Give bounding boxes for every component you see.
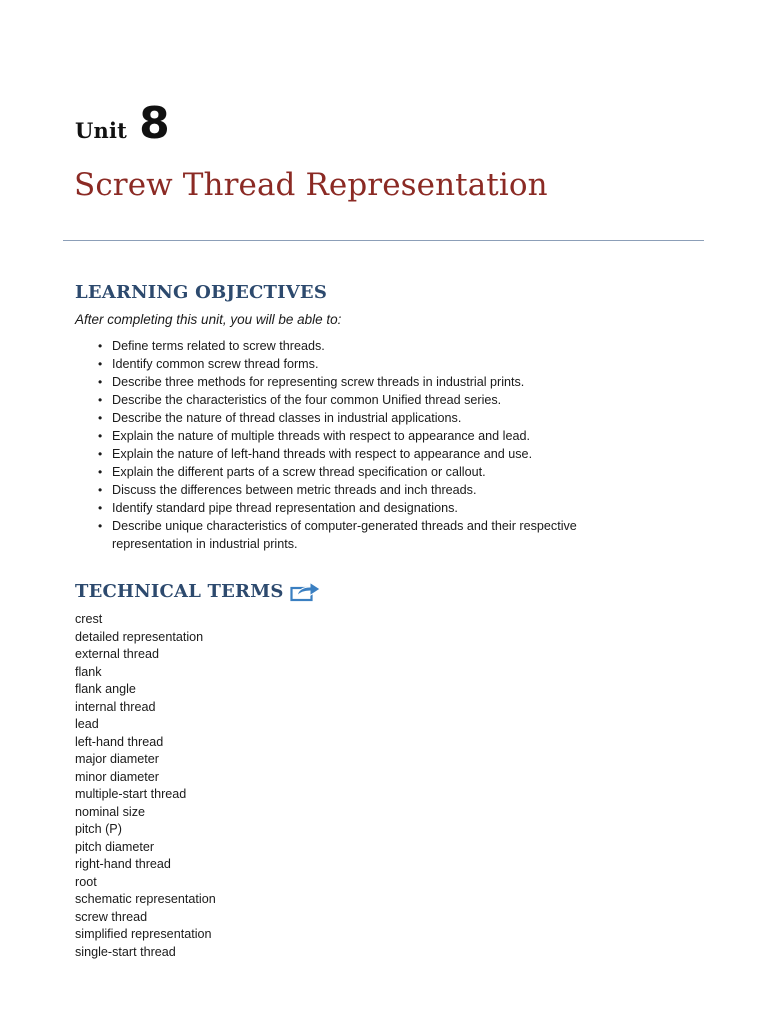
objective-text: Describe the nature of thread classes in industrial applications. bbox=[112, 411, 462, 425]
technical-term: simplified representation bbox=[75, 927, 212, 941]
bullet-icon: • bbox=[98, 411, 103, 425]
objective-text: Identify common screw thread forms. bbox=[112, 357, 319, 371]
technical-term: lead bbox=[75, 717, 99, 731]
technical-term: multiple-start thread bbox=[75, 787, 187, 801]
objective-text: Define terms related to screw threads. bbox=[112, 339, 325, 353]
technical-term: pitch diameter bbox=[75, 839, 155, 854]
learning-objectives-list bbox=[96, 337, 656, 553]
objective-item bbox=[96, 445, 656, 463]
objective-text: Describe unique characteristics of computer-generated threads and their respective representation in industrial prints. bbox=[112, 519, 577, 551]
bullet-icon: • bbox=[98, 483, 103, 497]
learning-objectives-heading: LEARNING OBJECTIVES bbox=[75, 282, 328, 303]
objective-text: Describe three methods for representing screw threads in industrial prints. bbox=[112, 375, 525, 389]
objective-item bbox=[96, 391, 656, 409]
technical-term: minor diameter bbox=[75, 769, 159, 784]
technical-term: flank bbox=[75, 664, 102, 679]
bullet-icon: • bbox=[98, 357, 103, 371]
technical-term: detailed representation bbox=[75, 629, 204, 644]
objective-item bbox=[96, 499, 656, 517]
technical-term: flank angle bbox=[75, 682, 136, 696]
bullet-icon: • bbox=[98, 519, 103, 533]
title-divider bbox=[63, 240, 704, 241]
chapter-title: Screw Thread Representation bbox=[74, 167, 548, 203]
technical-term: left-hand thread bbox=[75, 734, 164, 749]
technical-term: internal thread bbox=[75, 699, 156, 714]
technical-term: nominal size bbox=[75, 804, 145, 819]
technical-term: pitch (P) bbox=[75, 822, 122, 836]
objective-item bbox=[96, 481, 656, 499]
objective-item bbox=[96, 463, 656, 481]
objective-item bbox=[96, 409, 656, 427]
unit-label bbox=[75, 98, 170, 148]
objective-item bbox=[96, 427, 656, 445]
technical-term: major diameter bbox=[75, 752, 159, 766]
technical-term: external thread bbox=[75, 647, 160, 661]
objective-item bbox=[96, 355, 656, 373]
technical-term: schematic representation bbox=[75, 892, 216, 906]
objective-text: Explain the nature of left-hand threads with respect to appearance and use. bbox=[112, 447, 533, 461]
technical-term: single-start thread bbox=[75, 944, 176, 959]
bullet-icon: • bbox=[98, 429, 103, 443]
technical-term: root bbox=[75, 874, 97, 889]
external-link-icon[interactable] bbox=[290, 580, 322, 602]
unit-number: 8 bbox=[139, 98, 170, 149]
technical-term: crest bbox=[75, 612, 103, 626]
objective-text: Explain the nature of multiple threads with respect to appearance and lead. bbox=[112, 429, 530, 443]
bullet-icon: • bbox=[98, 465, 103, 479]
technical-terms-heading bbox=[75, 580, 322, 602]
objective-text: Describe the characteristics of the four common Unified thread series. bbox=[112, 393, 502, 407]
objective-text: Explain the different parts of a screw thread specification or callout. bbox=[112, 465, 486, 479]
technical-term: screw thread bbox=[75, 909, 148, 924]
bullet-icon: • bbox=[98, 393, 103, 407]
technical-terms-heading-text: TECHNICAL TERMS bbox=[75, 580, 284, 602]
technical-terms-list bbox=[75, 611, 216, 961]
objective-item bbox=[96, 373, 656, 391]
objective-item bbox=[96, 337, 656, 355]
objective-text: Discuss the differences between metric threads and inch threads. bbox=[112, 483, 477, 497]
bullet-icon: • bbox=[98, 375, 103, 389]
bullet-icon: • bbox=[98, 339, 103, 353]
technical-term: right-hand thread bbox=[75, 857, 171, 871]
objective-text: Identify standard pipe thread representation and designations. bbox=[112, 501, 458, 515]
objective-item bbox=[96, 517, 656, 553]
learning-objectives-intro: After completing this unit, you will be able to: bbox=[75, 312, 342, 327]
bullet-icon: • bbox=[98, 501, 103, 515]
unit-word: Unit bbox=[75, 118, 128, 143]
bullet-icon: • bbox=[98, 447, 103, 461]
